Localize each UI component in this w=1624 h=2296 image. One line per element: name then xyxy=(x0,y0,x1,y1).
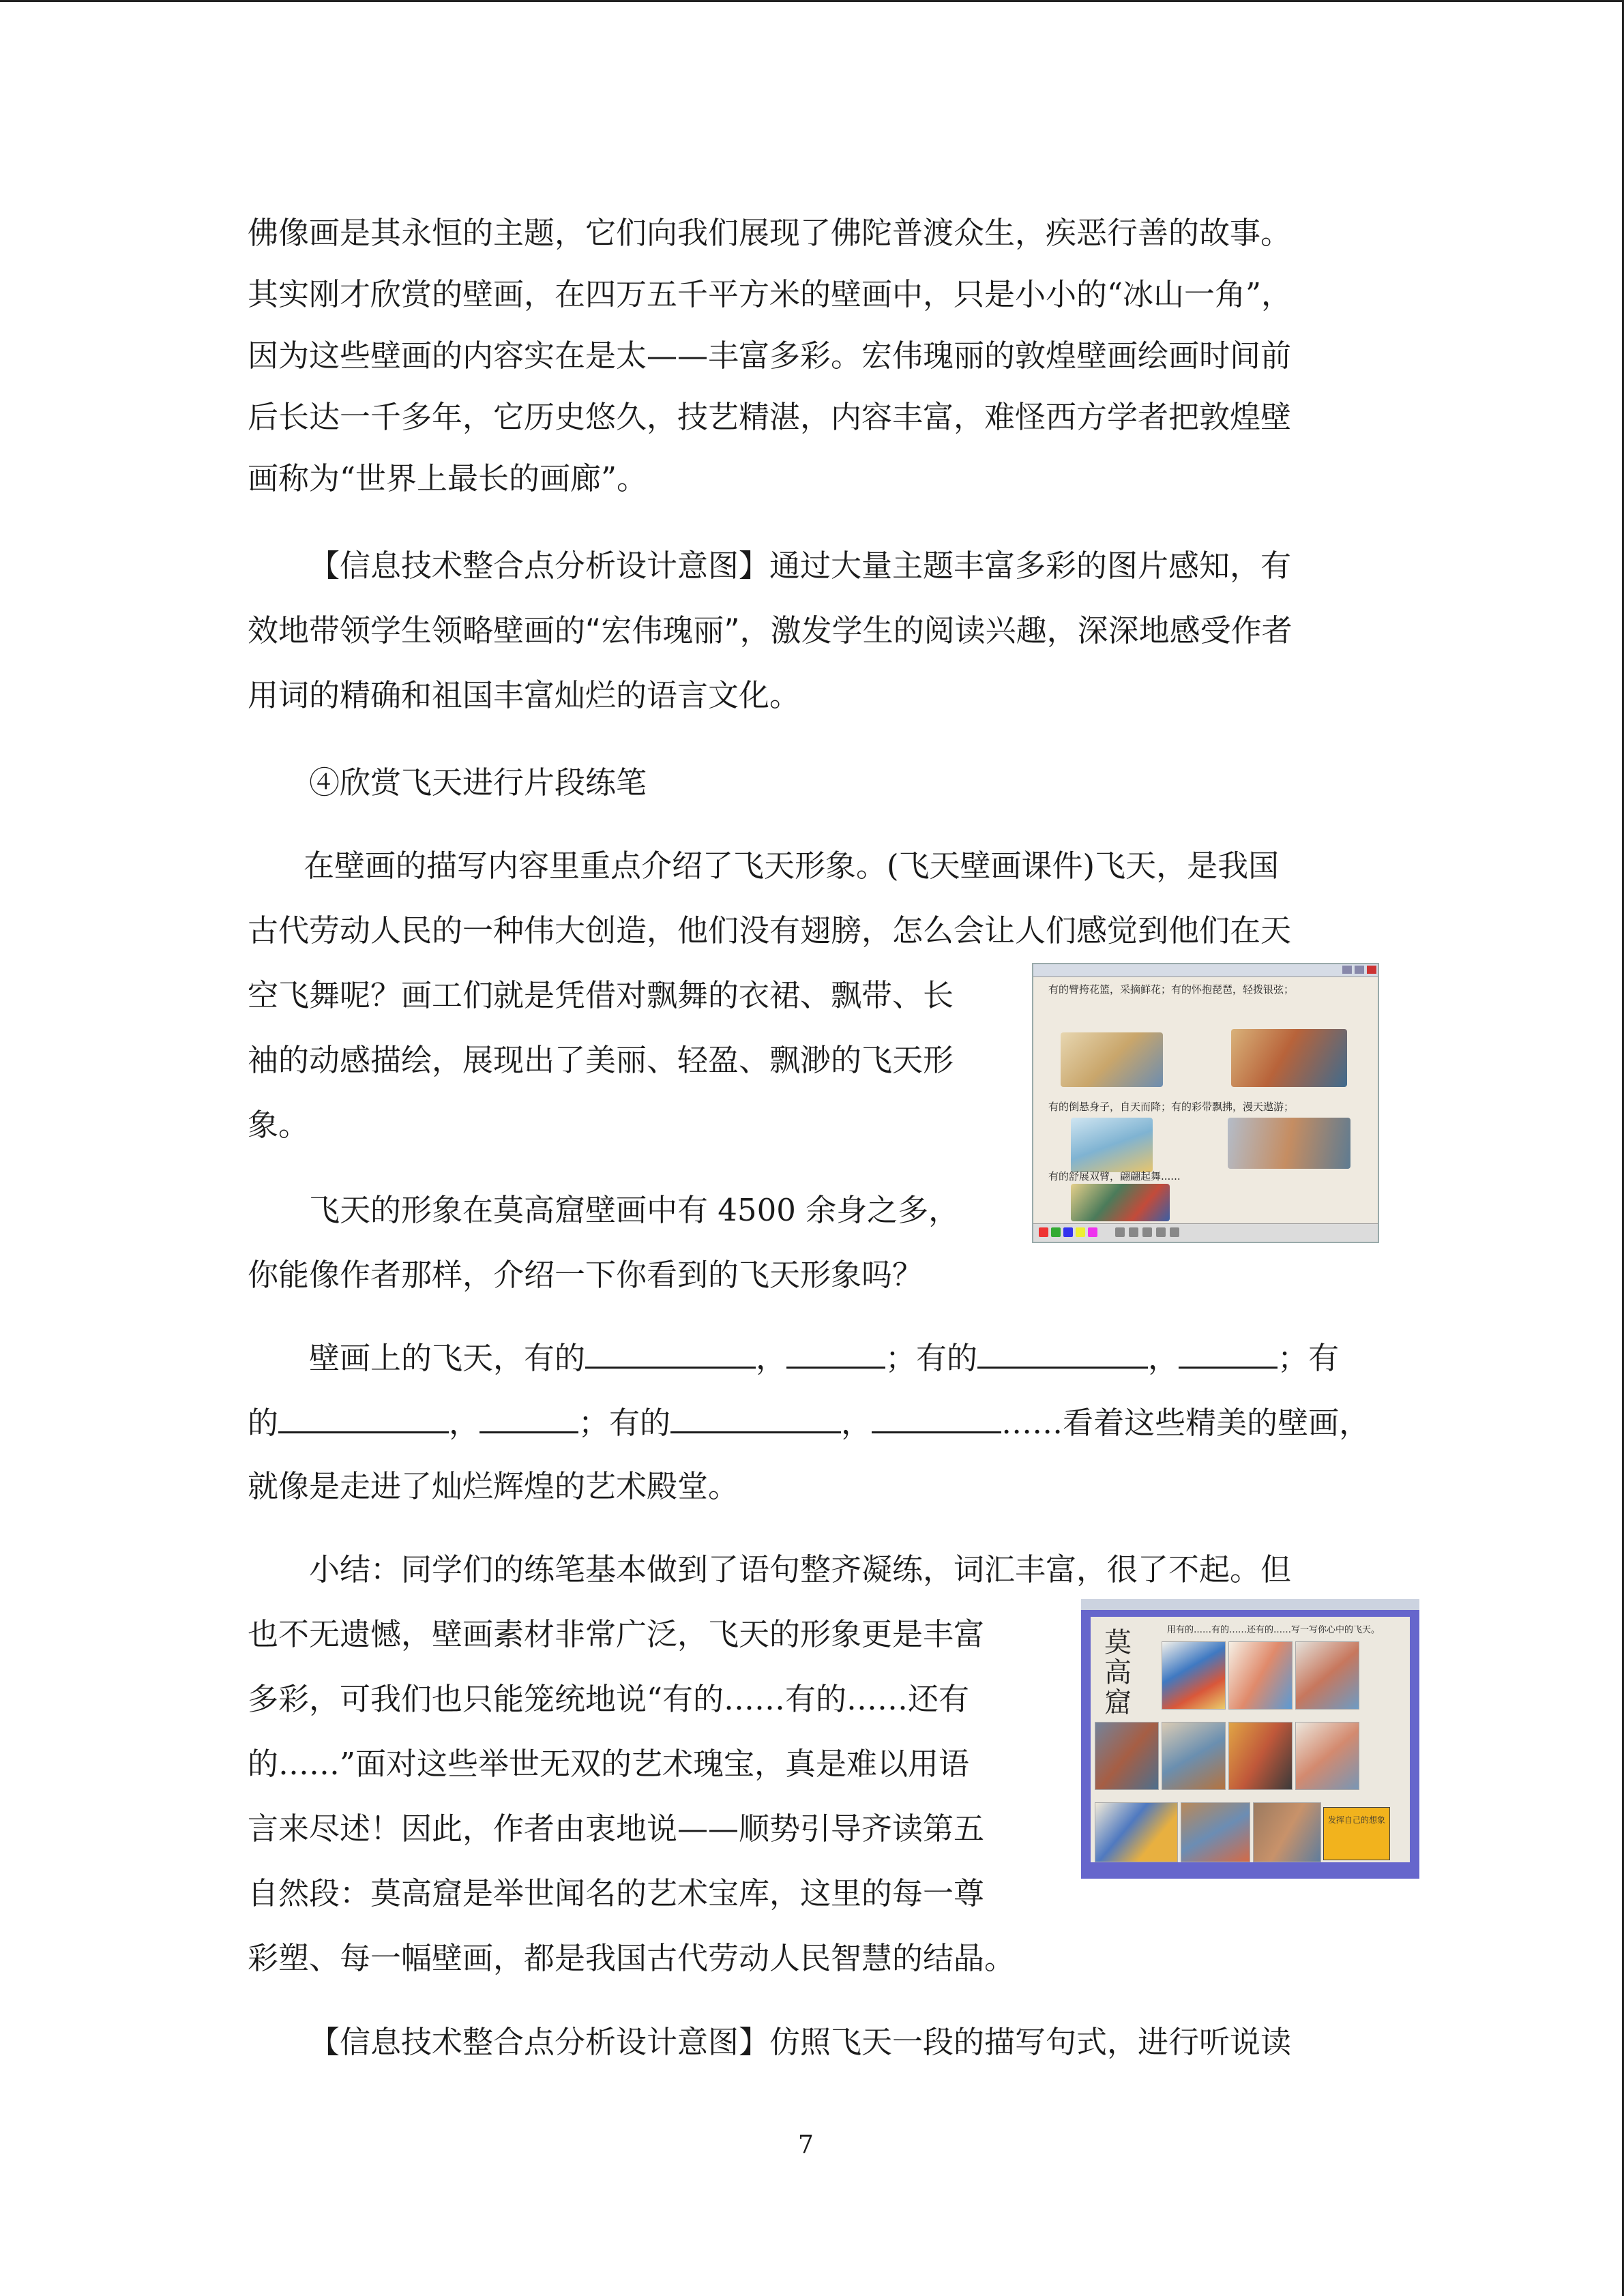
text-line: 在壁画的描写内容里重点介绍了飞天形象。(飞天壁画课件)飞天，是我国 xyxy=(304,848,1280,884)
fill-blank[interactable] xyxy=(278,1401,449,1433)
mural-thumbnail[interactable] xyxy=(1295,1641,1359,1710)
mural-picture xyxy=(1231,1029,1347,1087)
text-line: 小结：同学们的练笔基本做到了语句整齐凝练，词汇丰富，很了不起。但 xyxy=(309,1551,1292,1587)
fill-blank[interactable] xyxy=(977,1337,1148,1369)
text-line: 飞天的形象在莫高窟壁画中有 4500 余身之多， xyxy=(309,1192,960,1228)
color-swatch-icon[interactable] xyxy=(1063,1227,1073,1237)
mural-thumbnail[interactable] xyxy=(1295,1722,1359,1790)
color-swatch-icon[interactable] xyxy=(1076,1227,1085,1237)
mural-thumbnail[interactable] xyxy=(1228,1722,1293,1790)
fill-line-3: 就像是走进了灿烂辉煌的艺术殿堂。 xyxy=(248,1468,739,1504)
text-line: 也不无遗憾，壁画素材非常广泛，飞天的形象更是丰富 xyxy=(248,1616,985,1652)
color-swatch-icon[interactable] xyxy=(1051,1227,1061,1237)
text-line: 【信息技术整合点分析设计意图】仿照飞天一段的描写句式，进行听说读 xyxy=(309,2024,1292,2060)
drawing-toolbar xyxy=(1033,1223,1378,1242)
text-line: 象。 xyxy=(248,1107,310,1143)
shape-tool-icon[interactable] xyxy=(1142,1227,1152,1237)
fill-blank[interactable] xyxy=(1179,1337,1278,1369)
text-line: 言来尽述！因此，作者由衷地说——顺势引导齐读第五 xyxy=(248,1810,985,1847)
calligraphy-title: 莫高窟 xyxy=(1104,1627,1132,1718)
text-line: 效地带领学生领略壁画的“宏伟瑰丽”，激发学生的阅读兴趣，深深地感受作者 xyxy=(248,612,1293,648)
fill-blank[interactable] xyxy=(786,1337,885,1369)
window-titlebar xyxy=(1081,1599,1419,1610)
page-number: 7 xyxy=(798,2131,814,2159)
slide-caption: 有的倒悬身子，自天而降；有的彩带飘拂，漫天遨游； xyxy=(1048,1101,1295,1113)
fill-text: ；有的 xyxy=(885,1340,978,1376)
text-line: 其实刚才欣赏的壁画，在四万五千平方米的壁画中，只是小小的“冰山一角”， xyxy=(248,276,1293,312)
text-line: 袖的动感描绘，展现出了美丽、轻盈、飘渺的飞天形 xyxy=(248,1042,954,1078)
slide-caption: 用有的……有的……还有的……写一写你心中的飞天。 xyxy=(1167,1625,1381,1635)
mural-thumbnail[interactable] xyxy=(1095,1722,1159,1790)
eraser-tool-icon[interactable] xyxy=(1129,1227,1138,1237)
fill-text: ；有 xyxy=(1278,1340,1340,1376)
fill-text: ， xyxy=(449,1405,480,1441)
fill-blank[interactable] xyxy=(872,1401,1001,1433)
courseware-screenshot-feitian xyxy=(1032,963,1379,1243)
text-line: 后长达一千多年，它历史悠久，技艺精湛，内容丰富，难怪西方学者把敦煌壁 xyxy=(248,399,1292,435)
text-line: 自然段：莫高窟是举世闻名的艺术宝库，这里的每一尊 xyxy=(248,1875,985,1911)
fill-line-2 xyxy=(248,1401,1370,1444)
slide-caption: 有的舒展双臂，翩翩起舞...... xyxy=(1048,1170,1181,1182)
maximize-icon xyxy=(1355,966,1364,974)
mural-thumbnail[interactable] xyxy=(1095,1802,1178,1862)
color-swatch-icon[interactable] xyxy=(1088,1227,1097,1237)
text-line: 空飞舞呢？画工们就是凭借对飘舞的衣裙、飘带、长 xyxy=(248,977,954,1013)
text-line: 的……”面对这些举世无双的艺术瑰宝，真是难以用语 xyxy=(248,1746,970,1782)
fill-text: ， xyxy=(1148,1340,1179,1376)
pen-tool-icon[interactable] xyxy=(1115,1227,1125,1237)
fill-text: 的 xyxy=(248,1405,279,1441)
color-swatch-icon[interactable] xyxy=(1039,1227,1048,1237)
mural-thumbnail[interactable] xyxy=(1162,1641,1226,1710)
callout-button[interactable]: 发挥自己的想象 xyxy=(1323,1807,1390,1860)
mural-thumbnail[interactable] xyxy=(1181,1802,1250,1862)
fill-text: ……看着这些精美的壁画， xyxy=(1001,1405,1370,1441)
window-titlebar xyxy=(1033,964,1378,977)
section-heading: ④欣赏飞天进行片段练笔 xyxy=(309,764,647,801)
mural-picture xyxy=(1071,1118,1153,1172)
mural-picture xyxy=(1071,1184,1170,1221)
text-tool-icon[interactable] xyxy=(1156,1227,1166,1237)
page-border-top xyxy=(0,0,1624,2)
courseware-screenshot-mogao xyxy=(1081,1599,1419,1879)
fill-blank[interactable] xyxy=(479,1401,578,1433)
close-icon xyxy=(1367,966,1376,974)
fill-text: 壁画上的飞天，有的 xyxy=(309,1340,586,1376)
fill-line-1 xyxy=(309,1337,1339,1379)
text-line: 彩塑、每一幅壁画，都是我国古代劳动人民智慧的结晶。 xyxy=(248,1940,1016,1976)
text-line: 佛像画是其永恒的主题，它们向我们展现了佛陀普渡众生，疾恶行善的故事。 xyxy=(248,215,1292,251)
text-line: 因为这些壁画的内容实在是太——丰富多彩。宏伟瑰丽的敦煌壁画绘画时间前 xyxy=(248,338,1292,374)
text-line: 你能像作者那样，介绍一下你看到的飞天形象吗？ xyxy=(248,1257,924,1293)
fill-blank[interactable] xyxy=(585,1337,756,1369)
mural-picture xyxy=(1061,1032,1163,1087)
fill-tool-icon[interactable] xyxy=(1170,1227,1179,1237)
mural-picture xyxy=(1228,1118,1350,1169)
mural-thumbnail[interactable] xyxy=(1253,1802,1321,1862)
text-line: 用词的精确和祖国丰富灿烂的语言文化。 xyxy=(248,677,801,713)
minimize-icon xyxy=(1342,966,1352,974)
mural-thumbnail[interactable] xyxy=(1162,1722,1226,1790)
text-line: 画称为“世界上最长的画廊”。 xyxy=(248,460,648,496)
text-line: 多彩，可我们也只能笼统地说“有的……有的……还有 xyxy=(248,1681,970,1717)
text-line: 古代劳动人民的一种伟大创造，他们没有翅膀，怎么会让人们感觉到他们在天 xyxy=(248,912,1292,949)
text-line: 【信息技术整合点分析设计意图】通过大量主题丰富多彩的图片感知，有 xyxy=(309,548,1292,584)
fill-text: ；有的 xyxy=(578,1405,671,1441)
fill-blank[interactable] xyxy=(670,1401,841,1433)
fill-text: ， xyxy=(756,1340,787,1376)
slide-caption: 有的臂挎花篮，采摘鲜花；有的怀抱琵琶，轻拨银弦； xyxy=(1048,983,1295,996)
mural-thumbnail[interactable] xyxy=(1228,1641,1293,1710)
fill-text: ， xyxy=(841,1405,872,1441)
